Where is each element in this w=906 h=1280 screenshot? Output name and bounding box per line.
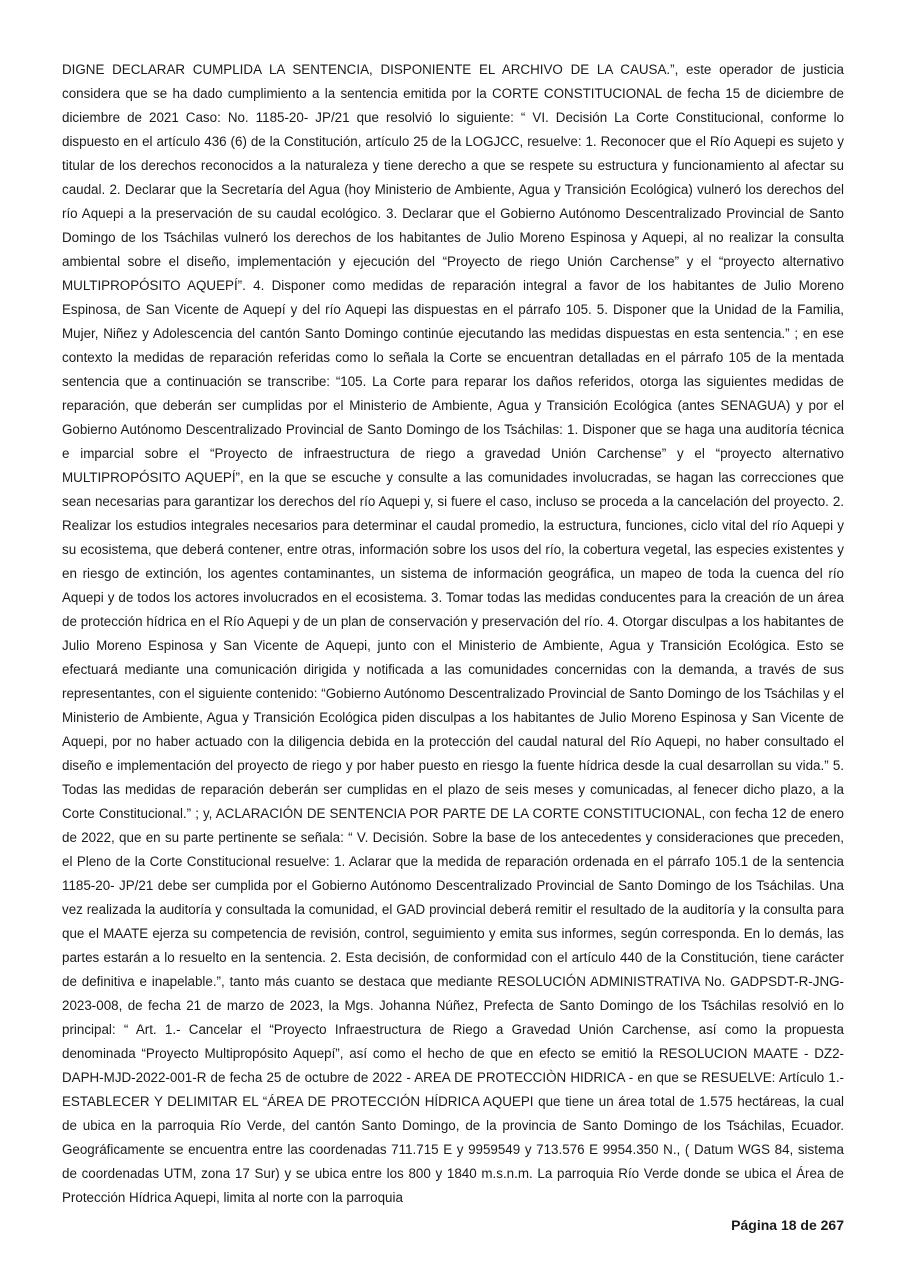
page-number: Página 18 de 267 [731, 1217, 844, 1233]
body-paragraph: DIGNE DECLARAR CUMPLIDA LA SENTENCIA, DISPONIENTE EL ARCHIVO DE LA CAUSA.”, este operador de justicia considera que se ha dado cumplimiento a la sentencia emitida por la CORTE CONSTITUCIONAL de fecha 15 de diciembre de diciembre de 2021 Caso: No. 1185-20- JP/21 que resolvió lo siguiente: “ VI. Decisión La Corte Constitucional, conforme lo dispuesto en el artículo 436 (6) de la Constitución, artículo 25 de la LOGJCC, resuelve: 1. Reconocer que el Río Aquepi es sujeto y titular de los derechos reconocidos a la naturaleza y tiene derecho a que se respete su estructura y funcionamiento al afectar su caudal. 2. Declarar que la Secretaría del Agua (hoy Ministerio de Ambiente, Agua y Transición Ecológica) vulneró los derechos del río Aquepi a la preservación de su caudal ecológico. 3. Declarar que el Gobierno Autónomo Descentralizado Provincial de Santo Domingo de los Tsáchilas vulneró los derechos de los habitantes de Julio Moreno Espinosa y Aquepi, al no realizar la consulta ambiental sobre el diseño, implementación y ejecución del “Proyecto de riego Unión Carchense” y el “proyecto alternativo MULTIPROPÓSITO AQUEPÍ”. 4. Disponer como medidas de reparación integral a favor de los habitantes de Julio Moreno Espinosa, de San Vicente de Aquepí y del río Aquepi las dispuestas en el párrafo 105. 5. Disponer que la Unidad de la Familia, Mujer, Niñez y Adolescencia del cantón Santo Domingo continúe ejecutando las medidas dispuestas en esta sentencia.” ; en ese contexto la medidas de reparación referidas como lo señala la Corte se encuentran detalladas en el párrafo 105 de la mentada sentencia que a continuación se transcribe: “105. La Corte para reparar los daños referidos, otorga las siguientes medidas de reparación, que deberán ser cumplidas por el Ministerio de Ambiente, Agua y Transición Ecológica (antes SENAGUA) y por el Gobierno Autónomo Descentralizado Provincial de Santo Domingo de los Tsáchilas: 1. Disponer que se haga una auditoría técnica e imparcial sobre el “Proyecto de infraestructura de riego a gravedad Unión Carchense” y el “proyecto alternativo MULTIPROPÓSITO AQUEPÍ”, en la que se escuche y consulte a las comunidades involucradas, se hagan las correcciones que sean necesarias para garantizar los derechos del río Aquepi y, si fuere el caso, incluso se proceda a la cancelación del proyecto. 2. Realizar los estudios integrales necesarios para determinar el caudal promedio, la estructura, funciones, ciclo vital del río Aquepi y su ecosistema, que deberá contener, entre otras, información sobre los usos del río, la cobertura vegetal, las especies existentes y en riesgo de extinción, los agentes contaminantes, un sistema de información geográfica, un mapeo de toda la cuenca del río Aquepi y de todos los actores involucrados en el ecosistema. 3. Tomar todas las medidas conducentes para la creación de un área de protección hídrica en el Río Aquepi y de un plan de conservación y preservación del río. 4. Otorgar disculpas a los habitantes de Julio Moreno Espinosa y San Vicente de Aquepi, junto con el Ministerio de Ambiente, Agua y Transición Ecológica. Esto se efectuará mediante una comunicación dirigida y notificada a las comunidades concernidas con la demanda, a través de sus representantes, con el siguiente contenido: “Gobierno Autónomo Descentralizado Provincial de Santo Domingo de los Tsáchilas y el Ministerio de Ambiente, Agua y Transición Ecológica piden disculpas a los habitantes de Julio Moreno Espinosa y San Vicente de Aquepi, por no haber actuado con la diligencia debida en la protección del caudal natural del Río Aquepi, no haber consultado el diseño e implementación del proyecto de riego y por haber puesto en riesgo la fuente hídrica desde la cual desarrollan su vida.” 5. Todas las medidas de reparación deberán ser cumplidas en el plazo de seis meses y comunicadas, al fenecer dicho plazo, a la Corte Constitucional.” ; y, ACLARACIÓN DE SENTENCIA POR PARTE DE LA CORTE CONSTITUCIONAL, con fecha 12 de enero de 2022, que en su parte pertinente se señala: “ V. Decisión. Sobre la base de los antecedentes y consideraciones que preceden, el Pleno de la Corte Constitucional resuelve: 1. Aclarar que la medida de reparación ordenada en el párrafo 105.1 de la sentencia 1185-20- JP/21 debe ser cumplida por el Gobierno Autónomo Descentralizado Provincial de Santo Domingo de los Tsáchilas. Una vez realizada la auditoría y consultada la comunidad, el GAD provincial deberá remitir el resultado de la auditoría y la consulta para que el MAATE ejerza su competencia de revisión, control, seguimiento y emita sus informes, según corresponda. En lo demás, las partes estarán a lo resuelto en la sentencia. 2. Esta decisión, de conformidad con el artículo 440 de la Constitución, tiene carácter de definitiva e inapelable.”, tanto más cuanto se destaca que mediante RESOLUCIÓN ADMINISTRATIVA No. GADPSDT-R-JNG-2023-008, de fecha 21 de marzo de 2023, la Mgs. Johanna Núñez, Prefecta de Santo Domingo de los Tsáchilas resolvió en lo principal: “ Art. 1.- Cancelar el “Proyecto Infraestructura de Riego a Gravedad Unión Carchense, así como la propuesta denominada “Proyecto Multipropósito Aquepí”, así como el hecho de que en efecto se emitió la RESOLUCION MAATE - DZ2-DAPH-MJD-2022-001-R de fecha 25 de octubre de 2022 - AREA DE PROTECCIÒN HIDRICA - en que se RESUELVE: Artículo 1.- ESTABLECER Y DELIMITAR EL “ÁREA DE PROTECCIÓN HÍDRICA AQUEPI que tiene un área total de 1.575 hectáreas, la cual de ubica en la parroquia Río Verde, del cantón Santo Domingo, de la provincia de Santo Domingo de los Tsáchilas, Ecuador. Geográficamente se encuentra entre las coordenadas 711.715 E y 9959549 y 713.576 E 9954.350 N., ( Datum WGS 84, sistema de coordenadas UTM, zona 17 Sur) y se ubica entre los 800 y 1840 m.s.n.m. La parroquia Río Verde donde se ubica el Área de Protección Hídrica Aquepi, limita al norte con la parroquia [62, 62, 844, 1205]
